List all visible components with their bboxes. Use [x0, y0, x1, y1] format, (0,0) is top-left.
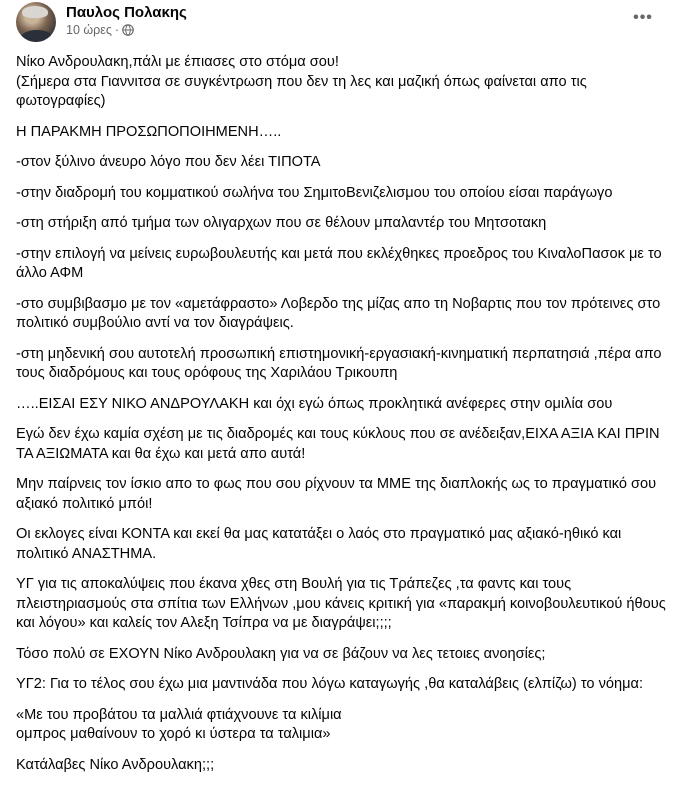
meta-separator: ·	[114, 23, 120, 37]
paragraph: Μην παίρνεις τον ίσκιο απο το φως που σου ρίχνουν τα ΜΜΕ της διαπλοκής ως το πραγματικό σου αξιακό πολιτικό μπόι!	[16, 476, 657, 512]
avatar-hair	[22, 6, 48, 18]
paragraph: …..ΕΙΣΑΙ ΕΣΥ ΝΙΚΟ ΑΝΔΡΟΥΛΑΚΗ και όχι εγώ όπως προκλητικά ανέφερες στην ομιλία σου	[16, 395, 613, 412]
paragraph: -στη στήριξη από τμήμα των ολιγαρχων που σε θέλουν μπαλαντέρ του Μητσοτακη	[16, 215, 547, 231]
globe-icon	[122, 24, 134, 36]
more-options-icon[interactable]: •••	[633, 9, 653, 26]
avatar-suit	[20, 30, 54, 42]
paragraph: ΥΓ για τις αποκαλύψεις που έκανα χθες στη Βουλή για τις Τράπεζες ,τα φαντς και τους πλειστηριασμούς στα σπίτια των Ελλήνων ,μου κάνεις κριτική για «παρακμή κοινοβουλευτικού ήθους και λόγου» και καλείς τον Αλεξη Τσίπρα να με διαγράψει;;;;	[16, 576, 666, 631]
paragraph: Νίκο Ανδρουλακη,πάλι με έπιασες στο στόμα σου! (Σήμερα στα Γιαννιτσα σε συγκέντρωση που δεν τη λες και μαζική όπως φαίνεται απο τις φωτογραφίες)	[16, 54, 587, 109]
paragraph: Κατάλαβες Νίκο Ανδρουλακη;;;	[16, 756, 215, 773]
paragraph: -στην διαδρομή του κομματικού σωλήνα του ΣημιτοΒενιζελισμου του οποίου είσαι παράγωγο	[16, 184, 613, 201]
paragraph: -στην επιλογή να μείνεις ευρωβουλευτής και μετά που εκλέχθηκες προεδρος του ΚιναλοΠασοκ με το άλλο ΑΦΜ	[16, 245, 662, 281]
paragraph: Η ΠΑΡΑΚΜΗ ΠΡΟΣΩΠΟΠΟΙΗΜΕΝΗ…..	[16, 123, 282, 140]
paragraph: ΥΓ2: Για το τέλος σου έχω μια μαντινάδα που λόγω καταγωγής ,θα καταλάβεις (ελπίζω) το νόημα:	[16, 676, 643, 692]
post-time[interactable]: 10 ώρες	[66, 23, 112, 37]
post-meta	[66, 23, 134, 37]
author-name[interactable]: Παυλος Πολακης	[66, 4, 187, 21]
paragraph: -στο συμβιβασμο με τον «αμετάφραστο» Λοβερδο της μίζας απο τη Νοβαρτις που τον πρότεινες στο πολιτικό συμβούλιο αντί να τον διαγράψεις.	[16, 295, 661, 331]
avatar[interactable]	[16, 2, 56, 42]
post-body	[16, 53, 666, 786]
paragraph: «Με του προβάτου τα μαλλιά φτιάχνουνε τα κιλίμια ομπρος μαθαίνουν το χορό κι ύστερα τα ταλιμια»	[16, 706, 342, 742]
post-header	[16, 0, 679, 44]
paragraph: -στον ξύλινο άνευρο λόγο που δεν λέει ΤΙΠΟΤΑ	[16, 154, 321, 170]
paragraph: -στη μηδενική σου αυτοτελή προσωπική επιστημονική-εργασιακή-κινηματική περπατησιά ,πέρα απο τους διαδρόμους και τους ορόφους της Χαριλάου Τρικουπη	[16, 345, 662, 381]
paragraph: Τόσο πολύ σε ΕΧΟΥΝ Νίκο Ανδρουλακη για να σε βάζουν να λες τετοιες ανοησίες;	[16, 645, 546, 662]
paragraph: Οι εκλογες είναι ΚΟΝΤΑ και εκεί θα μας κατατάξει ο λαός στο πραγματικό μας αξιακό-ηθικό και πολιτικό ΑΝΑΣΤΗΜΑ.	[16, 526, 622, 562]
paragraph: Εγώ δεν έχω καμία σχέση με τις διαδρομές και τους κύκλους που σε ανέδειξαν,ΕΙΧΑ ΑΞΙΑ ΚΑΙ ΠΡΙΝ ΤΑ ΑΞΙΩΜΑΤΑ και θα έχω και μετά απο αυτά!	[16, 426, 660, 462]
